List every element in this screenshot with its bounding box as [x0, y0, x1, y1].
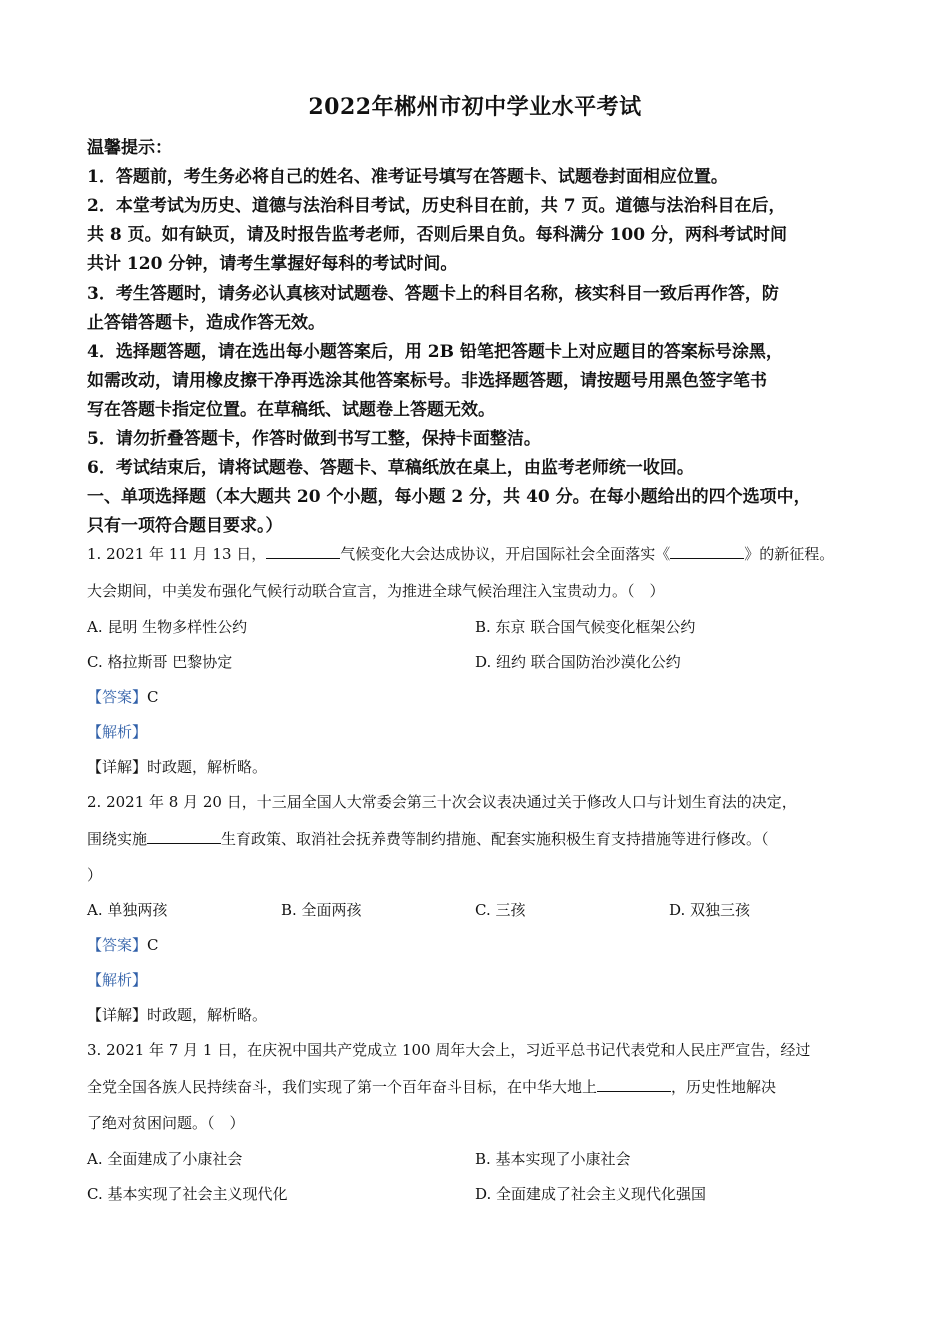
question-1-answer — [87, 686, 159, 708]
detail-text: 时政题，解析略。 — [147, 1006, 268, 1024]
question-1-analysis-label: 【解析】 — [87, 723, 148, 741]
notice-line: 1．答题前，考生务必将自己的姓名、准考证号填写在答题卡、试题卷封面相应位置。 — [87, 167, 728, 187]
question-2-text: 围绕实施 — [87, 830, 148, 848]
answer-blank — [597, 1079, 671, 1092]
answer-value: C — [147, 688, 159, 706]
notice-line: 如需改动，请用橡皮擦干净再选涂其他答案标号。非选择题答题，请按题号用黑色签字笔书 — [87, 371, 767, 391]
question-3-option-a: A. 全面建成了小康社会 — [87, 1150, 243, 1168]
question-2-analysis-label: 【解析】 — [87, 971, 148, 989]
question-2-option-b: B. 全面两孩 — [281, 901, 362, 919]
question-3-stem: 3. 2021 年 7 月 1 日，在庆祝中国共产党成立 100 周年大会上，习近平总书记代表党和人民庄严宣告，经过 — [87, 1041, 811, 1059]
answer-blank — [670, 546, 744, 559]
question-1-text: 》的新征程。 — [744, 545, 835, 563]
detail-label: 【详解】 — [87, 1006, 148, 1024]
notice-line: 4．选择题答题，请在选出每小题答案后，用 2B 铅笔把答题卡上对应题目的答案标号涂黑， — [87, 342, 783, 362]
question-2-detail — [87, 1004, 267, 1026]
question-1-option-c: C. 格拉斯哥 巴黎协定 — [87, 653, 233, 671]
question-1-text: 气候变化大会达成协议，开启国际社会全面落实《 — [340, 545, 671, 563]
detail-label: 【详解】 — [87, 758, 148, 776]
question-2-stem-cont — [87, 828, 769, 850]
question-3-text: ，历史性地解决 — [671, 1078, 777, 1096]
notice-line: 共计 120 分钟，请考生掌握好每科的考试时间。 — [87, 254, 458, 274]
question-1-option-a: A. 昆明 生物多样性公约 — [87, 618, 248, 636]
question-1-text: 1. 2021 年 11 月 13 日， — [87, 545, 267, 563]
question-1-option-d: D. 纽约 联合国防治沙漠化公约 — [475, 653, 681, 671]
question-2-option-d: D. 双独三孩 — [669, 901, 751, 919]
answer-blank — [147, 831, 221, 844]
question-3-stem-cont — [87, 1076, 776, 1098]
section-heading: 一、单项选择题（本大题共 20 个小题，每小题 2 分，共 40 分。在每小题给出的四个选项中， — [87, 487, 811, 507]
question-2-option-c: C. 三孩 — [475, 901, 526, 919]
notice-heading: 温馨提示： — [87, 138, 172, 158]
question-1-stem — [87, 543, 834, 565]
page-title: 2022年郴州市初中学业水平考试 — [308, 94, 642, 120]
question-3-text: 全党全国各族人民持续奋斗，我们实现了第一个百年奋斗目标，在中华大地上 — [87, 1078, 598, 1096]
notice-line: 止答错答题卡，造成作答无效。 — [87, 313, 325, 333]
question-2-text: 生育政策、取消社会抚养费等制约措施、配套实施积极生育支持措施等进行修改。（ — [221, 830, 769, 848]
question-3-option-c: C. 基本实现了社会主义现代化 — [87, 1185, 288, 1203]
question-1-stem-cont: 大会期间，中美发布强化气候行动联合宣言，为推进全球气候治理注入宝贵动力。（ ） — [87, 582, 665, 600]
question-2-stem: 2. 2021 年 8 月 20 日，十三届全国人大常委会第三十次会议表决通过关于修改人口与计划生育法的决定， — [87, 793, 797, 811]
notice-line: 6．考试结束后，请将试题卷、答题卡、草稿纸放在桌上，由监考老师统一收回。 — [87, 458, 694, 478]
question-2-answer — [87, 934, 159, 956]
question-1-detail — [87, 756, 267, 778]
answer-label: 【答案】 — [87, 936, 148, 954]
question-3-option-b: B. 基本实现了小康社会 — [475, 1150, 631, 1168]
answer-blank — [266, 546, 340, 559]
section-heading-cont: 只有一项符合题目要求。） — [87, 516, 283, 536]
detail-text: 时政题，解析略。 — [147, 758, 268, 776]
notice-line: 写在答题卡指定位置。在草稿纸、试题卷上答题无效。 — [87, 400, 495, 420]
question-3-stem-end: 了绝对贫困问题。（ ） — [87, 1114, 245, 1132]
question-1-option-b: B. 东京 联合国气候变化框架公约 — [475, 618, 696, 636]
answer-label: 【答案】 — [87, 688, 148, 706]
notice-line: 3．考生答题时，请务必认真核对试题卷、答题卡上的科目名称，核实科目一致后再作答，防 — [87, 284, 779, 304]
question-2-option-a: A. 单独两孩 — [87, 901, 168, 919]
question-3-option-d: D. 全面建成了社会主义现代化强国 — [475, 1185, 707, 1203]
answer-value: C — [147, 936, 159, 954]
question-2-stem-end: ） — [87, 866, 103, 884]
notice-line: 共 8 页。如有缺页，请及时报告监考老师，否则后果自负。每科满分 100 分，两科考试时间 — [87, 225, 787, 245]
notice-line: 5．请勿折叠答题卡，作答时做到书写工整，保持卡面整洁。 — [87, 429, 541, 449]
notice-line: 2．本堂考试为历史、道德与法治科目考试，历史科目在前，共 7 页。道德与法治科目在后， — [87, 196, 786, 216]
